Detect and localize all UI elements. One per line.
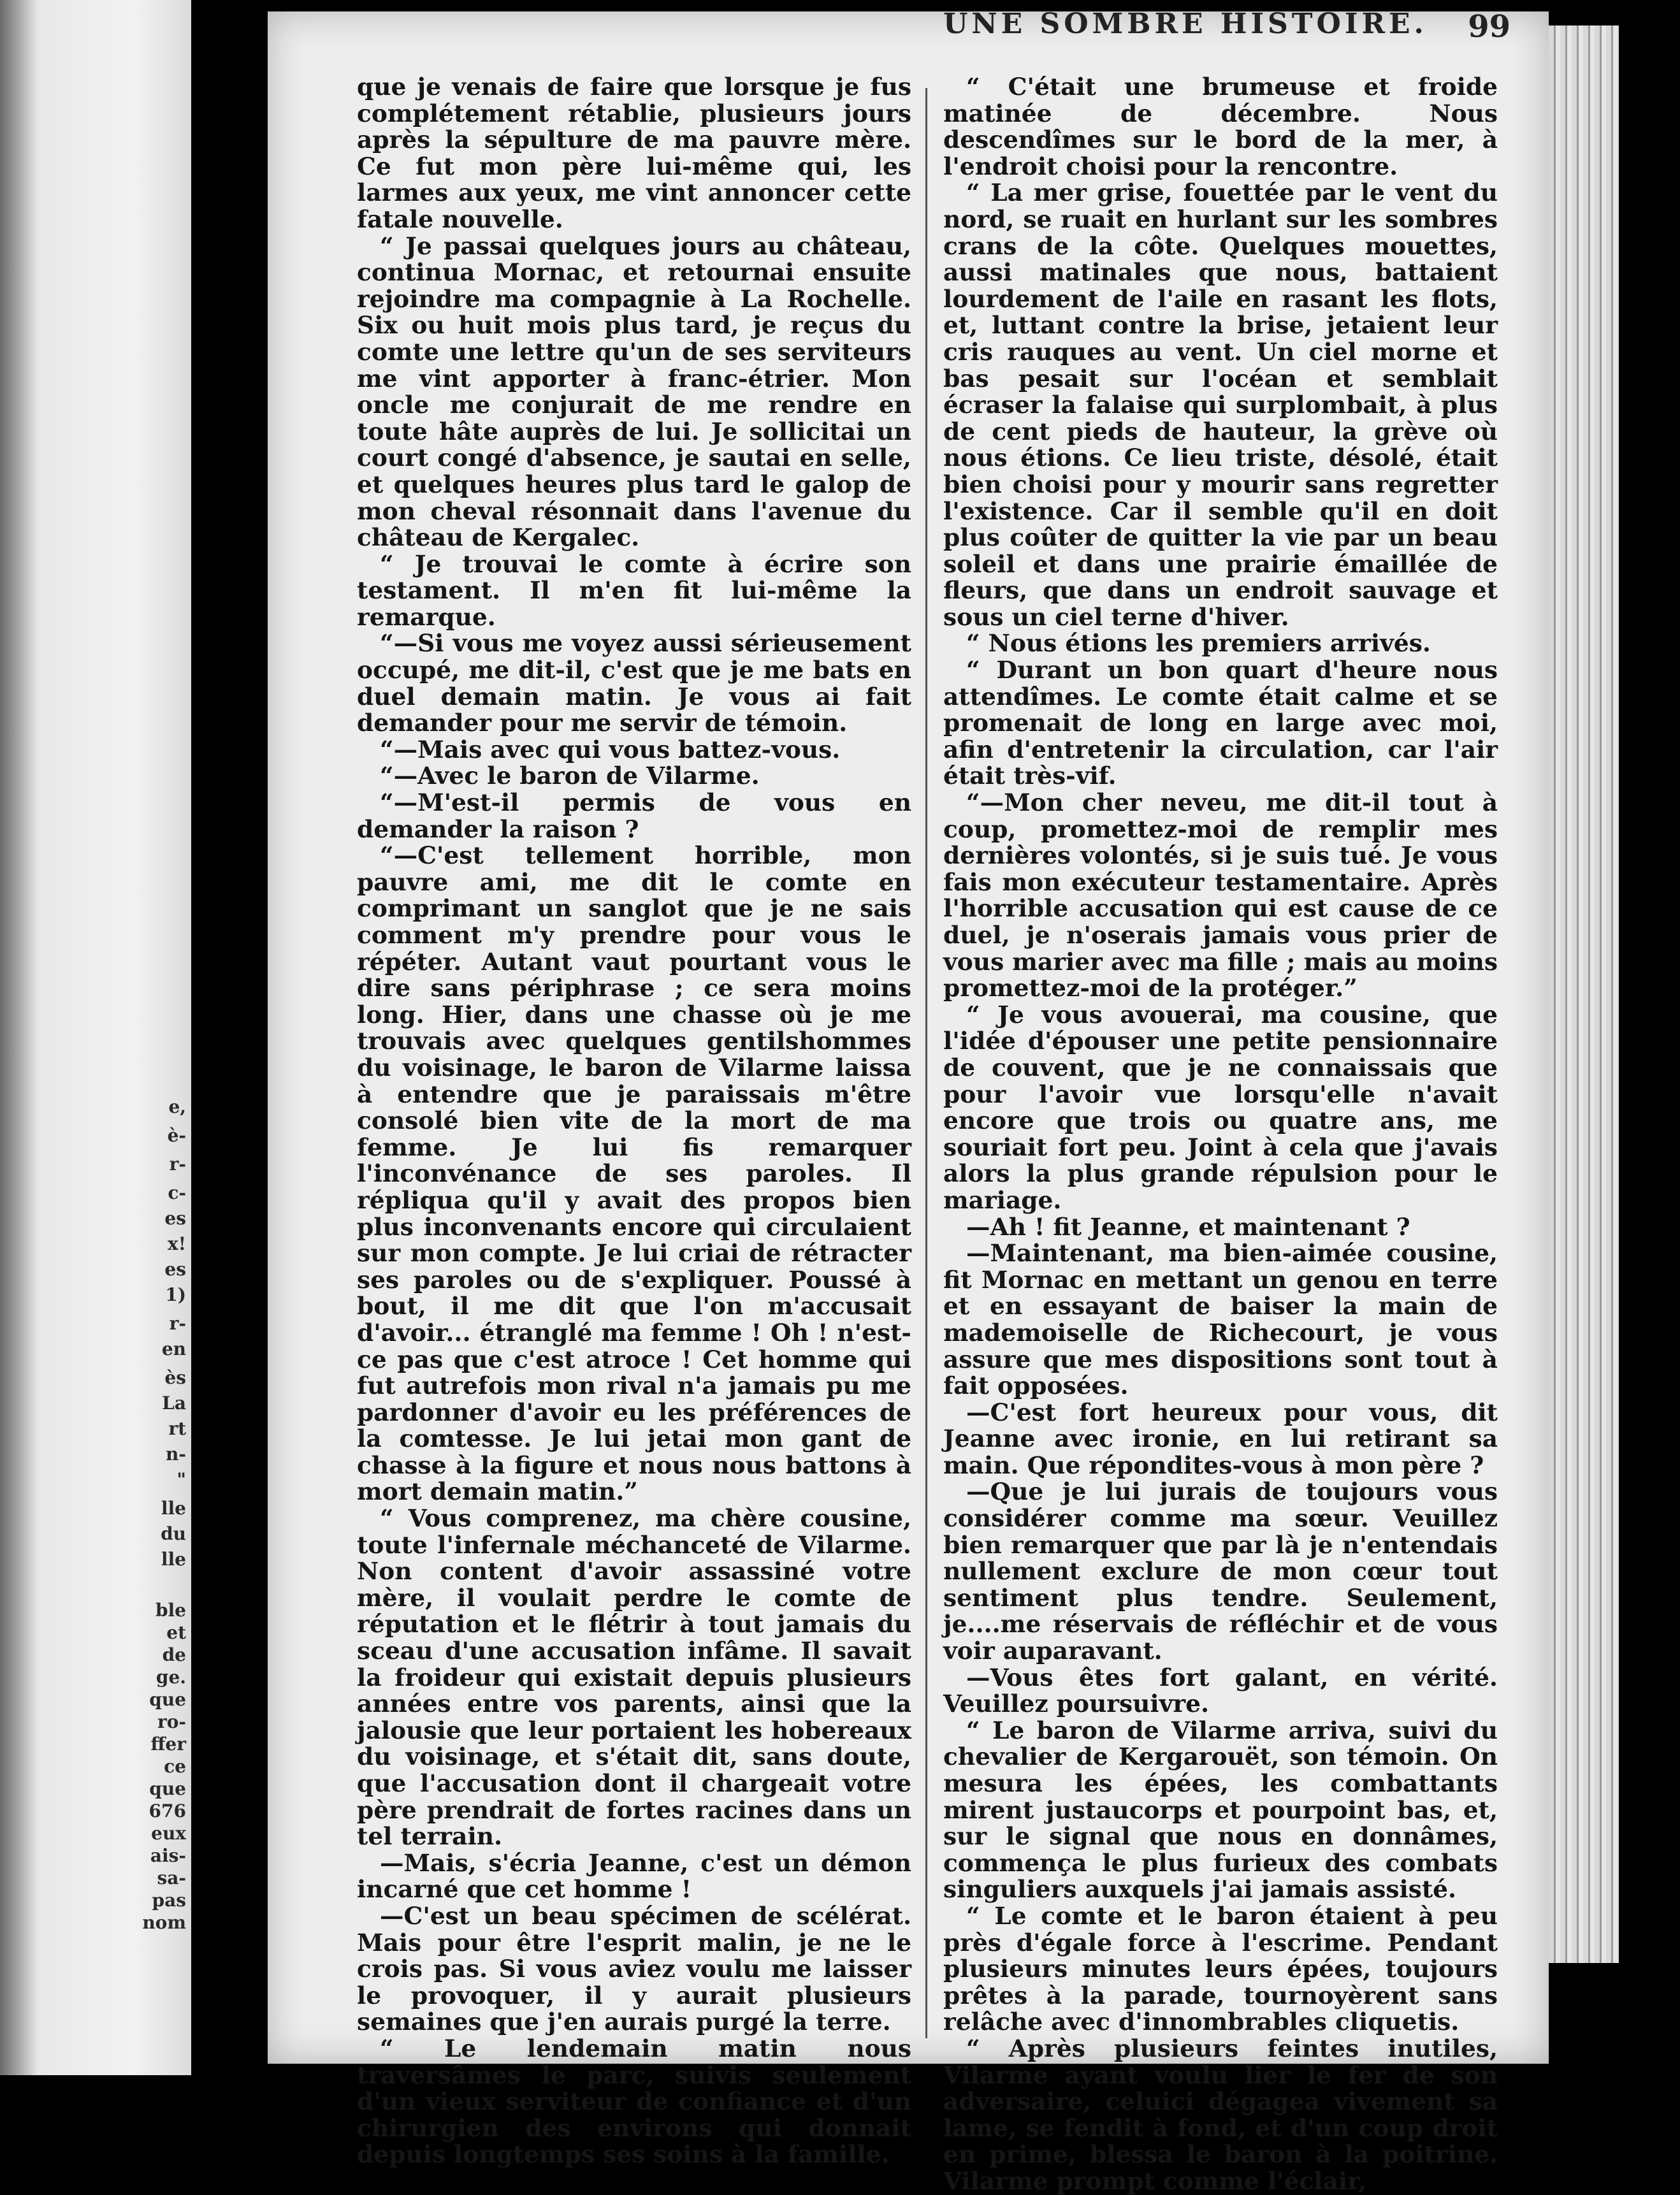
paragraph: “ La mer grise, fouettée par le vent du nord, se ruait en hurlant sur les sombres crans de la côte. Quelques mouettes, aussi matinales que nous, battaient lourdement de l'aile en rasant les flots, et, luttant contre la brise, jetaient leur cris rauques au vent. Un ciel morne et bas pesait sur l'océan et semblait écraser la falaise qui surplombait, à plus de cent pieds de hauteur, la grève où nous étions. Ce lieu triste, désolé, était bien choisi pour y mourir sans regretter l'existence. Car il semble qu'il en doit plus coûter de quitter la vie par un beau soleil et dans une prairie émaillée de fleurs, que dans un endroit sauvage et sous un ciel terne d'hiver.	[943, 178, 1498, 631]
paragraph: —C'est un beau spécimen de scélérat. Mais pour être l'esprit malin, je ne le crois pas. Si vous aviez voulu me laisser le provoquer, il y aurait plusieurs semaines que j'en aurais purgé la terre.	[357, 1901, 911, 2036]
paragraph: “ C'était une brumeuse et froide matinée de décembre. Nous descendîmes sur le bord de la mer, à l'endroit choisi pour la rencontre.	[943, 73, 1498, 180]
running-head: UNE SOMBRE HISTOIRE.	[943, 8, 1428, 40]
paragraph: “ Le lendemain matin nous traversâmes le parc, suivis seulement d'un vieux serviteur de confiance et d'un chirurgien des environs qui donnait depuis longtemps ses soins à la famille.	[357, 2034, 911, 2169]
fragment-text: r-	[169, 1154, 186, 1175]
paragraph: “—Avec le baron de Vilarme.	[380, 762, 760, 790]
paragraph: “ Le baron de Vilarme arriva, suivi du chevalier de Kergarouët, son témoin. On mesura les épées, les combattants mirent justaucorps et pourpoint bas, et, sur le signal que nous en donnâmes, commença le plus furieux des combats singuliers auxquels j'ai jamais assisté.	[943, 1716, 1498, 1904]
paragraph: “—M'est-il permis de vous en demander la raison ?	[357, 788, 911, 843]
fragment-text: ais-	[150, 1845, 186, 1866]
paragraph: “ Je vous avouerai, ma cousine, que l'idée d'épouser une petite pensionnaire de couvent, que je ne connaissais que pour l'avoir vue lorsqu'elle n'avait encore que trois ou quatre ans, me souriait fort peu. Joint à cela que j'avais alors la plus grande répulsion pour le mariage.	[943, 1000, 1498, 1214]
fragment-text: x!	[168, 1233, 186, 1254]
fragment-text: r-	[169, 1313, 186, 1334]
fragment-text: ro-	[157, 1711, 186, 1732]
paragraph: “ Je trouvai le comte à écrire son testament. Il m'en fit lui-même la remarque.	[357, 549, 911, 631]
fragment-text: ès	[164, 1367, 186, 1388]
fragment-text: que	[149, 1778, 186, 1799]
paragraph: “ Nous étions les premiers arrivés.	[966, 629, 1431, 658]
paragraph: “—C'est tellement horrible, mon pauvre ami, me dit le comte en comprimant un sanglot que je ne sais comment m'y prendre pour vous le répéter. Autant vaut pourtant vous le dire sans périphrase ; ce sera moins long. Hier, dans une chasse où je me trouvais avec quelques gentilshommes du voisinage, le baron de Vilarme laissa à entendre que je paraissais m'être consolé bien vite de la mort de ma femme. Je lui fis remarquer l'inconvénance de ses paroles. Il répliqua qu'il y avait des propos bien plus inconvenants encore qui circulaient sur mon compte. Je lui criai de rétracter ses paroles ou de s'expliquer. Poussé à bout, il me dit que l'on m'accusait d'avoir... étranglé ma femme ! Oh ! n'est-ce pas que c'est atroce ! Cet homme qui fut autrefois mon rival n'a jamais pu me pardonner d'avoir eu les préférences de la comtesse. Je lui jetai mon gant de chasse à la figure et nous nous battons à mort demain matin.”	[357, 841, 911, 1506]
paragraph: —Vous êtes fort galant, en vérité. Veuillez poursuivre.	[943, 1663, 1498, 1718]
page-number: 99	[1468, 9, 1510, 45]
column-divider	[925, 88, 927, 2038]
adjacent-page-fragment	[0, 0, 191, 2075]
text-column-left	[357, 74, 911, 2168]
fragment-text: e,	[168, 1096, 186, 1117]
fragment-text: 1)	[165, 1284, 186, 1305]
book-page	[268, 8, 1549, 2195]
fragment-text: è-	[167, 1125, 186, 1146]
fragment-text: et	[166, 1622, 186, 1643]
paragraph: que je venais de faire que lorsque je fus complétement rétablie, plusieurs jours après la sépulture de ma pauvre mère. Ce fut mon père lui-même qui, les larmes aux yeux, me vint annoncer cette fatale nouvelle.	[357, 73, 911, 233]
paragraph: —C'est fort heureux pour vous, dit Jeanne avec ironie, en lui retirant sa main. Que répondites-vous à mon père ?	[943, 1398, 1498, 1479]
fragment-text: rt	[168, 1418, 186, 1439]
fragment-text: de	[162, 1644, 186, 1665]
page-edge-stack	[1549, 25, 1619, 1963]
text-column-right	[943, 74, 1498, 2195]
fragment-text: c-	[168, 1182, 186, 1203]
paragraph: “—Mais avec qui vous battez-vous.	[380, 735, 841, 764]
fragment-text: ge.	[156, 1667, 186, 1688]
fragment-text: lle	[161, 1498, 186, 1519]
fragment-text: es	[164, 1208, 186, 1229]
paragraph: —Maintenant, ma bien-aimée cousine, fit Mornac en mettant un genou en terre et en essayant de baiser la main de mademoiselle de Richecourt, je vous assure que mes dispositions sont tout à fait opposées.	[943, 1239, 1498, 1400]
fragment-text: 676	[148, 1800, 186, 1822]
paragraph: —Que je lui jurais de toujours vous considérer comme ma sœur. Veuillez bien remarquer que par là je n'entendais nullement exclure de mon cœur tout sentiment plus tendre. Seulement, je....me réservais de réfléchir et de vous voir auparavant.	[943, 1477, 1498, 1665]
fragment-text: "	[177, 1469, 186, 1490]
paragraph: “ Durant un bon quart d'heure nous attendîmes. Le comte était calme et se promenait de long en large avec moi, afin d'entretenir la circulation, car l'air était très-vif.	[943, 656, 1498, 790]
fragment-text: que	[149, 1689, 186, 1710]
fragment-text: ble	[155, 1600, 186, 1621]
fragment-text: ffer	[150, 1734, 186, 1755]
paragraph: “—Mon cher neveu, me dit-il tout à coup, promettez-moi de remplir mes dernières volontés, si je suis tué. Je vous fais mon exécuteur testamentaire. Après l'horrible accusation qui est cause de ce duel, je n'oserais jamais vous prier de vous marier avec ma fille ; mais au moins promettez-moi de la protéger.”	[943, 788, 1498, 1003]
paragraph: “—Si vous me voyez aussi sérieusement occupé, me dit-il, c'est que je me bats en duel demain matin. Je vous ai fait demander pour me servir de témoin.	[357, 629, 911, 737]
fragment-text: es	[164, 1259, 186, 1280]
fragment-text: La	[162, 1393, 186, 1414]
fragment-text: pas	[152, 1890, 186, 1911]
paragraph: “ Je passai quelques jours au château, continua Mornac, et retournai ensuite rejoindre ma compagnie à La Rochelle. Six ou huit mois plus tard, je reçus du comte une lettre qu'un de ses serviteurs me vint apporter à franc-étrier. Mon oncle me conjurait de me rendre en toute hâte auprès de lui. Je sollicitai un court congé d'absence, je sautai en selle, et quelques heures plus tard le galop de mon cheval résonnait dans l'avenue du château de Kergalec.	[357, 231, 911, 552]
paragraph: “ Après plusieurs feintes inutiles, Vilarme ayant voulu lier le fer de son adversaire, celuici dégagea vivement sa lame, se fendit à fond, et d'un coup droit en prime, blessa le baron à la poitrine. Vilarme prompt comme l'éclair,	[943, 2034, 1498, 2195]
fragment-text: n-	[166, 1444, 186, 1465]
paragraph: —Ah ! fit Jeanne, et maintenant ?	[966, 1212, 1410, 1241]
fragment-text: ce	[164, 1756, 186, 1777]
fragment-text: nom	[142, 1912, 186, 1933]
paragraph: “ Le comte et le baron étaient à peu près d'égale force à l'escrime. Pendant plusieurs minutes leurs épées, toujours prêtes à la parade, tournoyèrent sans relâche avec d'innombrables cliquetis.	[943, 1901, 1498, 2036]
paragraph: “ Vous comprenez, ma chère cousine, toute l'infernale méchanceté de Vilarme. Non content d'avoir assassiné votre mère, il voulait perdre le comte de réputation et le flétrir à tout jamais du sceau d'une accusation infâme. Il savait la froideur qui existait depuis plusieurs années entre vos parents, ainsi que la jalousie que leur portaient les hobereaux du voisinage, et s'était dit, sans doute, que l'accusation dont il chargeait votre père prendrait de fortes racines dans un tel terrain.	[357, 1504, 911, 1851]
fragment-text: du	[161, 1523, 186, 1544]
fragment-text: eux	[151, 1823, 186, 1844]
paragraph: —Mais, s'écria Jeanne, c'est un démon incarné que cet homme !	[357, 1848, 911, 1904]
fragment-text: en	[161, 1338, 186, 1359]
fragment-text: lle	[161, 1549, 186, 1570]
fragment-text: sa-	[157, 1867, 186, 1888]
